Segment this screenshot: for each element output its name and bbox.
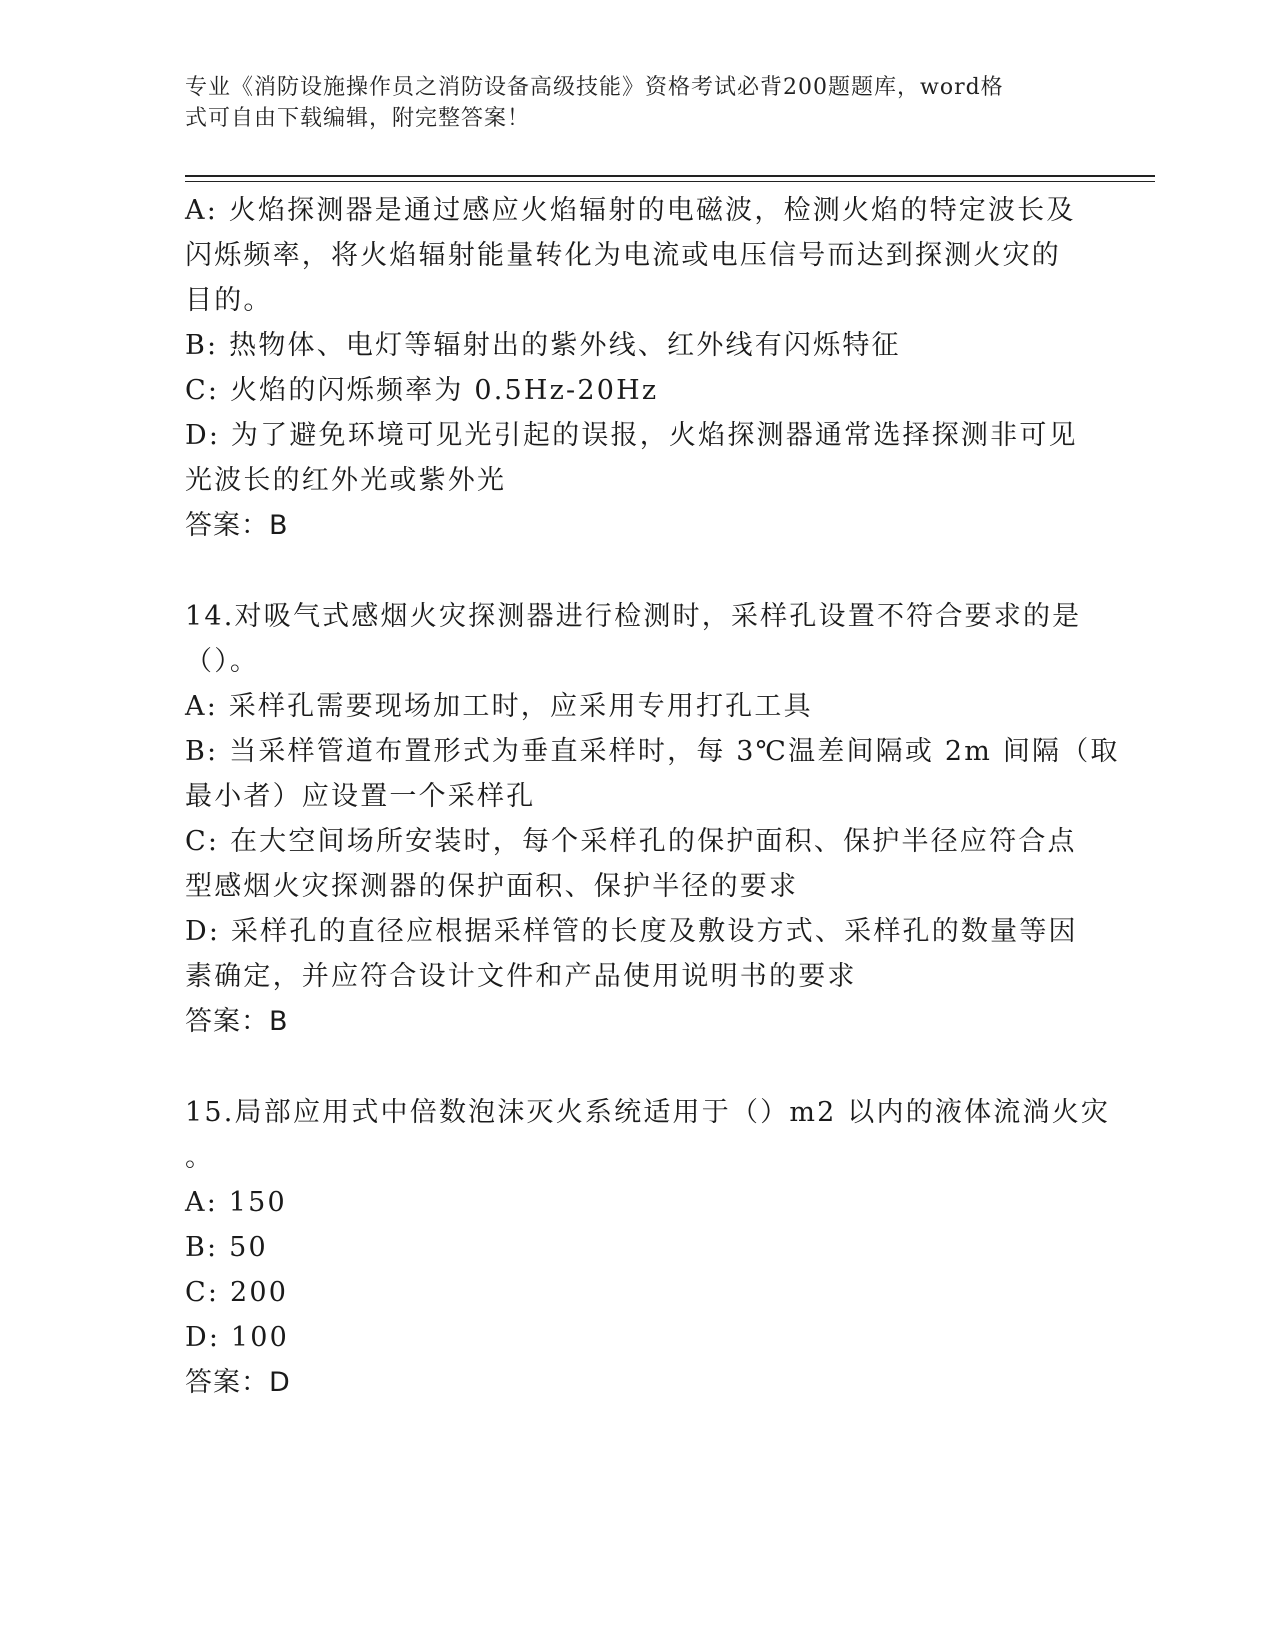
question-text-line-2: （）。 [185, 646, 260, 677]
option-c-line-1: C: 在大空间场所安装时，每个采样孔的保护面积、保护半径应符合点 [185, 826, 1077, 857]
option-d-line-2: 素确定，并应符合设计文件和产品使用说明书的要求 [185, 961, 857, 992]
question-13 [185, 188, 1085, 548]
answer: 答案：B [185, 510, 289, 541]
spacer [185, 1044, 1085, 1090]
question-14 [185, 594, 1120, 1044]
spacer [185, 548, 1085, 594]
option-d-line-2: 光波长的红外光或紫外光 [185, 465, 507, 496]
header-divider-thin [185, 181, 1155, 182]
option-b: B: 热物体、电灯等辐射出的紫外线、红外线有闪烁特征 [185, 330, 901, 361]
option-c: C: 火焰的闪烁频率为 0.5Hz-20Hz [185, 375, 659, 406]
option-d-line-1: D: 为了避免环境可见光引起的误报，火焰探测器通常选择探测非可见 [185, 420, 1078, 451]
question-15 [185, 1090, 1111, 1405]
option-d-line-1: D: 采样孔的直径应根据采样管的长度及敷设方式、采样孔的数量等因 [185, 916, 1078, 947]
document-header [185, 72, 1065, 134]
option-b-line-2: 最小者）应设置一个采样孔 [185, 781, 536, 812]
option-c-line-2: 型感烟火灾探测器的保护面积、保护半径的要求 [185, 871, 799, 902]
option-a-line-3: 目的。 [185, 285, 273, 316]
option-a: A: 150 [185, 1187, 287, 1218]
option-c: C: 200 [185, 1277, 289, 1308]
option-a: A: 采样孔需要现场加工时，应采用专用打孔工具 [185, 691, 813, 722]
option-a-line-2: 闪烁频率，将火焰辐射能量转化为电流或电压信号而达到探测火灾的 [185, 240, 1061, 271]
option-a-line-1: A: 火焰探测器是通过感应火焰辐射的电磁波，检测火焰的特定波长及 [185, 195, 1076, 226]
question-list [185, 188, 1120, 1405]
question-text-line-1: 15.局部应用式中倍数泡沫灭火系统适用于（）m2 以内的液体流淌火灾 [185, 1097, 1111, 1128]
question-text-line-2: 。 [185, 1142, 215, 1173]
question-text-line-1: 14.对吸气式感烟火灾探测器进行检测时，采样孔设置不符合要求的是 [185, 601, 1082, 632]
answer: 答案：D [185, 1367, 291, 1398]
answer: 答案：B [185, 1006, 289, 1037]
header-line-1: 专业《消防设施操作员之消防设备高级技能》资格考试必背200题题库，word格 [185, 75, 1004, 100]
option-b: B: 50 [185, 1232, 268, 1263]
option-b-line-1: B: 当采样管道布置形式为垂直采样时，每 3℃温差间隔或 2m 间隔（取 [185, 736, 1120, 767]
header-divider-thick [185, 175, 1155, 177]
header-line-2: 式可自由下载编辑，附完整答案！ [185, 106, 531, 131]
option-d: D: 100 [185, 1322, 290, 1353]
